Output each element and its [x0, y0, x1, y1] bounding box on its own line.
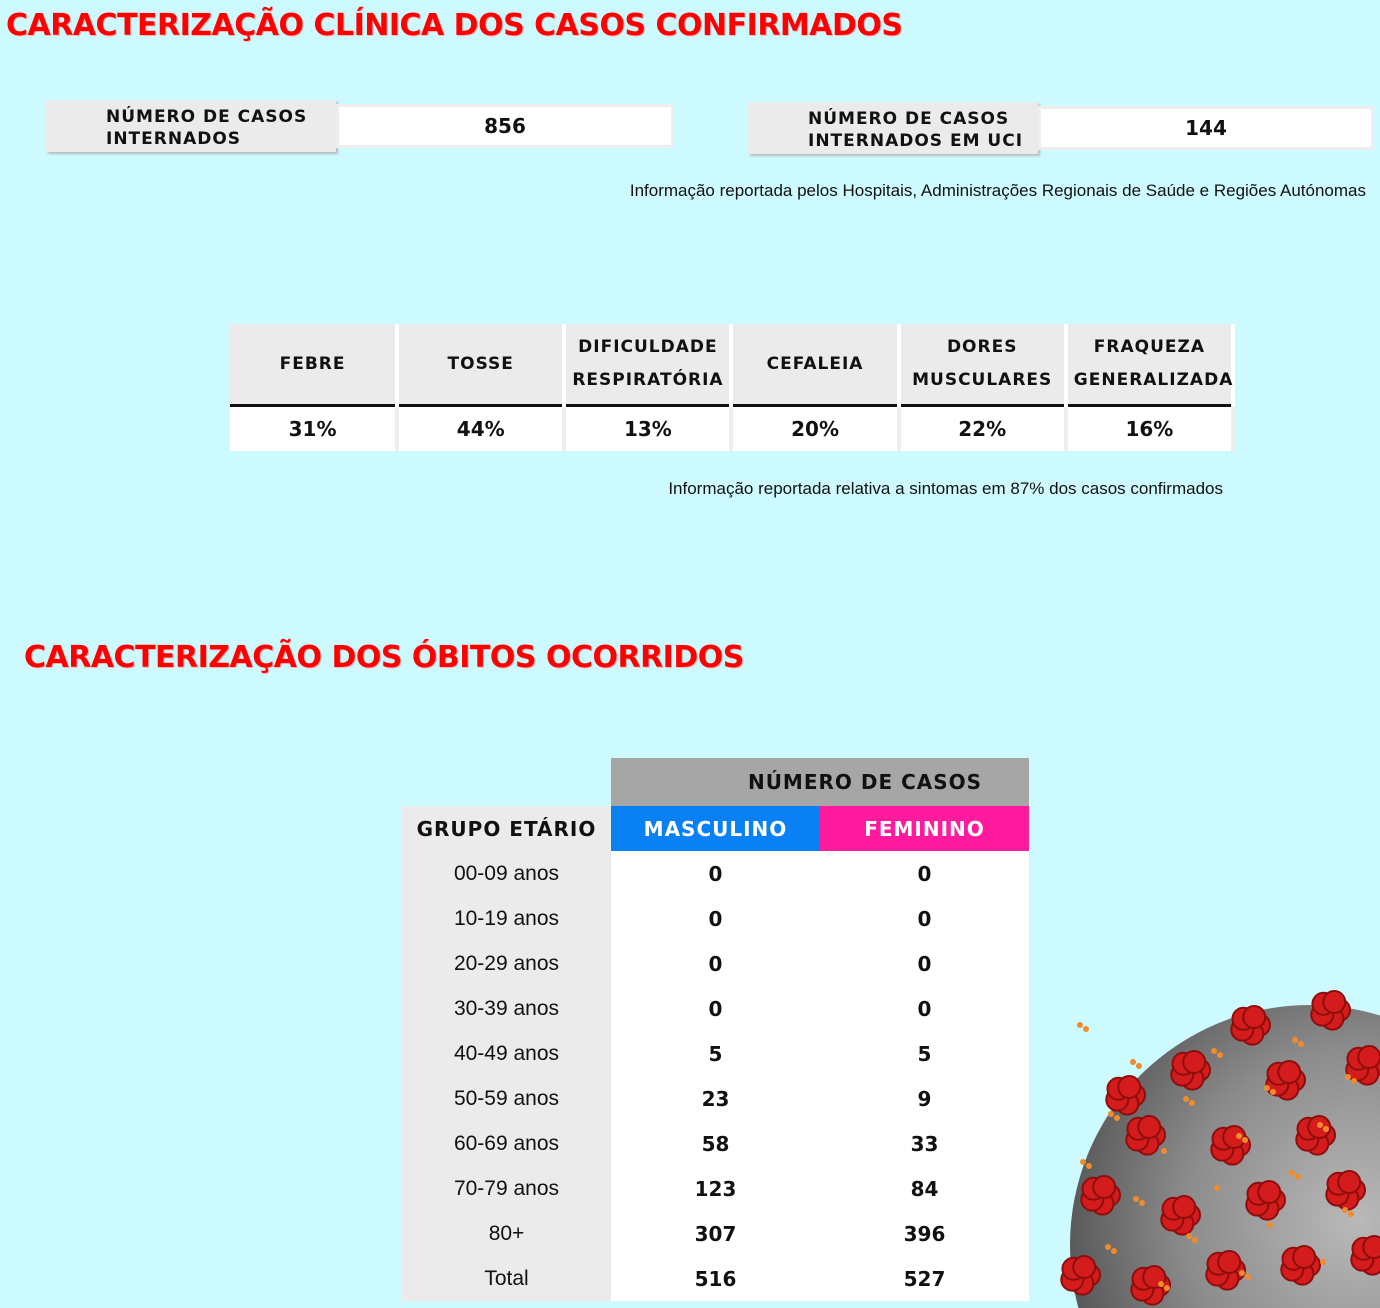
virus-spike	[1073, 1256, 1095, 1278]
virus-spike	[1258, 1181, 1280, 1203]
virus-dot	[1245, 1274, 1251, 1280]
feminino-count: 0	[820, 851, 1029, 896]
virus-spike	[1223, 1126, 1245, 1148]
age-group-cell: 00-09 anos	[402, 851, 611, 896]
age-group-cell: 80+	[402, 1211, 611, 1256]
symptom-value: 31%	[230, 406, 397, 452]
virus-spike	[1278, 1061, 1300, 1083]
virus-dot	[1236, 1133, 1242, 1139]
virus-dot	[1083, 1026, 1089, 1032]
symptom-header: FEBRE	[230, 324, 397, 406]
symptoms-table	[230, 324, 1235, 451]
internados-value: 856	[336, 104, 674, 148]
symptom-value: 13%	[564, 406, 731, 452]
virus-spike	[1363, 1236, 1380, 1258]
virus-dot	[1186, 1233, 1192, 1239]
virus-dot	[1289, 1170, 1295, 1176]
age-group-cell: 30-39 anos	[402, 986, 611, 1031]
age-group-row	[402, 1076, 1029, 1121]
virus-dot	[1267, 1222, 1273, 1228]
virus-dot	[1317, 1122, 1323, 1128]
virus-dot	[1114, 1115, 1120, 1121]
virus-dot	[1161, 1148, 1167, 1154]
age-group-row	[402, 1031, 1029, 1076]
feminino-count: 0	[820, 986, 1029, 1031]
masculino-count: 123	[611, 1166, 820, 1211]
virus-dot	[1164, 1285, 1170, 1291]
virus-dot	[1214, 1185, 1220, 1191]
virus-dot	[1158, 1281, 1164, 1287]
age-group-cell: 70-79 anos	[402, 1166, 611, 1211]
feminino-count: 84	[820, 1166, 1029, 1211]
virus-dot	[1077, 1022, 1083, 1028]
hospitais-note: Informação reportada pelos Hospitais, Administrações Regionais de Saúde e Regiões Autónomas	[629, 181, 1366, 200]
virus-dot	[1211, 1048, 1217, 1054]
virus-dot	[1111, 1248, 1117, 1254]
virus-dot	[1264, 1085, 1270, 1091]
age-group-row	[402, 851, 1029, 896]
virus-dot	[1130, 1059, 1136, 1065]
sintomas-note: Informação reportada relativa a sintomas em 87% dos casos confirmados	[668, 479, 1223, 498]
age-group-row	[402, 1166, 1029, 1211]
masculino-count: 23	[611, 1076, 820, 1121]
virus-dot	[1217, 1052, 1223, 1058]
virus-spike	[1138, 1116, 1160, 1138]
virus-spike	[1218, 1251, 1240, 1273]
virus-dot	[1342, 1207, 1348, 1213]
virus-dot	[1086, 1163, 1092, 1169]
virus-spike	[1323, 991, 1345, 1013]
masculino-count: 0	[611, 896, 820, 941]
virus-dot	[1192, 1237, 1198, 1243]
internados-label: NÚMERO DE CASOS INTERNADOS	[46, 100, 336, 152]
age-group-row	[402, 941, 1029, 986]
uci-label: NÚMERO DE CASOS INTERNADOS EM UCI	[748, 102, 1038, 154]
virus-dot	[1139, 1200, 1145, 1206]
section-title-obitos: CARACTERIZAÇÃO DOS ÓBITOS OCORRIDOS	[24, 640, 744, 675]
virus-spike	[1173, 1196, 1195, 1218]
age-group-cell: 10-19 anos	[402, 896, 611, 941]
virus-spike	[1338, 1171, 1360, 1193]
symptom-header: DORES MUSCULARES	[899, 324, 1066, 406]
feminino-header: FEMININO	[820, 806, 1029, 851]
coronavirus-image	[1040, 985, 1380, 1308]
virus-spike	[1093, 1176, 1115, 1198]
age-group-cell: 50-59 anos	[402, 1076, 611, 1121]
virus-spike	[1183, 1051, 1205, 1073]
masculino-count: 516	[611, 1256, 820, 1301]
age-group-cell: 20-29 anos	[402, 941, 611, 986]
masculino-count: 0	[611, 986, 820, 1031]
virus-dot	[1189, 1100, 1195, 1106]
feminino-count: 5	[820, 1031, 1029, 1076]
age-group-cell: Total	[402, 1256, 611, 1301]
symptom-header: TOSSE	[397, 324, 564, 406]
feminino-count: 0	[820, 896, 1029, 941]
virus-spike	[1293, 1246, 1315, 1268]
feminino-count: 33	[820, 1121, 1029, 1166]
age-group-row	[402, 1211, 1029, 1256]
virus-dot	[1239, 1270, 1245, 1276]
virus-dot	[1348, 1211, 1354, 1217]
masculino-count: 0	[611, 941, 820, 986]
virus-dot	[1133, 1196, 1139, 1202]
symptoms-value-row	[230, 406, 1233, 452]
uci-value: 144	[1038, 106, 1374, 150]
deaths-table	[402, 758, 1029, 1301]
virus-dot	[1298, 1041, 1304, 1047]
symptom-value: 20%	[731, 406, 898, 452]
age-group-row	[402, 1121, 1029, 1166]
virus-dot	[1270, 1089, 1276, 1095]
feminino-count: 527	[820, 1256, 1029, 1301]
virus-dot	[1323, 1126, 1329, 1132]
virus-dot	[1351, 1078, 1357, 1084]
age-group-cell: 40-49 anos	[402, 1031, 611, 1076]
deaths-body	[402, 851, 1029, 1301]
age-group-cell: 60-69 anos	[402, 1121, 611, 1166]
virus-dot	[1183, 1096, 1189, 1102]
uci-box	[748, 102, 1374, 154]
symptoms-header-row	[230, 324, 1233, 406]
virus-dot	[1105, 1244, 1111, 1250]
masculino-header: MASCULINO	[611, 806, 820, 851]
virus-dot	[1295, 1174, 1301, 1180]
virus-spike	[1243, 1006, 1265, 1028]
numero-casos-header: NÚMERO DE CASOS	[611, 758, 1029, 806]
virus-dot	[1242, 1137, 1248, 1143]
feminino-count: 0	[820, 941, 1029, 986]
virus-dot	[1320, 1259, 1326, 1265]
symptom-value: 16%	[1066, 406, 1233, 452]
feminino-count: 396	[820, 1211, 1029, 1256]
section-title-clinica: CARACTERIZAÇÃO CLÍNICA DOS CASOS CONFIRMADOS	[6, 8, 903, 43]
virus-spike	[1118, 1076, 1140, 1098]
masculino-count: 58	[611, 1121, 820, 1166]
virus-dot	[1292, 1037, 1298, 1043]
deaths-top-header-row	[402, 758, 1029, 806]
symptom-header: DIFICULDADE RESPIRATÓRIA	[564, 324, 731, 406]
symptom-value: 44%	[397, 406, 564, 452]
feminino-count: 9	[820, 1076, 1029, 1121]
symptom-value: 22%	[899, 406, 1066, 452]
virus-dot	[1108, 1111, 1114, 1117]
virus-spike	[1358, 1046, 1380, 1068]
masculino-count: 5	[611, 1031, 820, 1076]
age-group-row	[402, 896, 1029, 941]
age-group-row	[402, 1256, 1029, 1301]
virus-dot	[1136, 1063, 1142, 1069]
virus-dot	[1080, 1159, 1086, 1165]
empty-header-cell	[402, 758, 611, 806]
internados-box	[46, 100, 674, 152]
deaths-header-row	[402, 806, 1029, 851]
virus-dot	[1345, 1074, 1351, 1080]
masculino-count: 307	[611, 1211, 820, 1256]
grupo-etario-header: GRUPO ETÁRIO	[402, 806, 611, 851]
age-group-row	[402, 986, 1029, 1031]
masculino-count: 0	[611, 851, 820, 896]
symptom-header: FRAQUEZA GENERALIZADA	[1066, 324, 1233, 406]
symptom-header: CEFALEIA	[731, 324, 898, 406]
